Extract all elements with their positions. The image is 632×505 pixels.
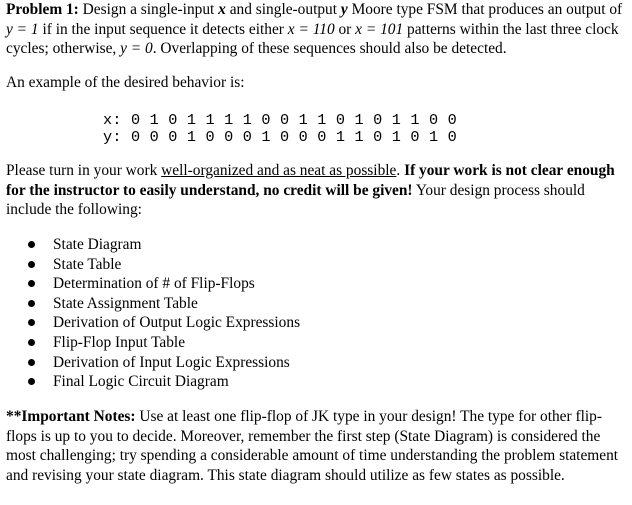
example-intro: An example of the desired behavior is:: [6, 74, 245, 91]
x-sequence-label: x:: [103, 111, 122, 129]
list-item-label: State Assignment Table: [53, 294, 198, 312]
y-sequence-row: [103, 128, 457, 146]
list-item: [0, 294, 300, 314]
bullet-icon: [28, 280, 35, 287]
problem-text-2: and single-output: [225, 1, 341, 18]
turn-in-text-3: Your design process should include the following:: [6, 181, 585, 219]
turn-in-instructions: [6, 161, 626, 220]
problem-text-4: if in the input sequence it detects either: [38, 20, 288, 38]
notes-text: Use at least one flip-flop of JK type in your design! The type for other flip-flops is up to you to decide. Moreover, remember the first step (State Diagram) is considered the most challenging; try spending a considerable amount of time understanding the problem statement and revising your state diagram. This state diagram should utilize as few states as possible.: [6, 408, 619, 484]
equation-x-101: x = 101: [355, 20, 404, 38]
list-item: [0, 313, 300, 333]
problem-text-6: patterns within the last three clock cycles; otherwise,: [6, 20, 619, 58]
turn-in-text-1: Please turn in your work: [6, 162, 162, 179]
list-item-label: Determination of # of Flip-Flops: [53, 275, 255, 293]
list-item-label: Derivation of Input Logic Expressions: [53, 353, 290, 371]
bullet-icon: [28, 261, 35, 268]
notes-label: **Important Notes:: [6, 408, 136, 425]
list-item-label: State Diagram: [53, 236, 142, 253]
bullet-icon: [28, 359, 35, 366]
list-item-label: Derivation of Output Logic Expressions: [53, 314, 301, 332]
equation-y-equals-0: y = 0: [120, 40, 153, 58]
list-item: [0, 235, 300, 255]
list-item: [0, 353, 300, 373]
bullet-icon: [28, 241, 35, 248]
problem-text-3: Moore type FSM that produces an output of: [347, 1, 623, 18]
turn-in-warning: If your work is not clear enough for the instructor to easily understand, no credit will be given!: [6, 162, 615, 199]
x-sequence-values: 0 1 0 1 1 1 1 0 0 1 1 0 1 0 1 1 0 0: [130, 111, 457, 129]
bullet-icon: [28, 319, 35, 326]
y-sequence-label: y:: [103, 128, 122, 146]
problem-text-7: . Overlapping of these sequences should also be detected.: [152, 40, 507, 58]
input-variable-x: x: [218, 1, 226, 18]
list-item-label: Final Logic Circuit Diagram: [53, 373, 229, 391]
list-item-label: Flip-Flop Input Table: [53, 333, 186, 351]
problem-text-1: Design a single-input: [78, 1, 219, 18]
bullet-icon: [28, 339, 35, 346]
design-process-list: [0, 235, 300, 392]
x-sequence-row: [103, 111, 457, 129]
list-item: [0, 333, 300, 353]
problem-label: Problem 1:: [6, 1, 79, 18]
important-notes: [6, 407, 626, 485]
turn-in-underlined: well-organized and as neat as possible: [161, 162, 397, 179]
bullet-icon: [28, 378, 35, 385]
problem-statement: [6, 0, 626, 59]
bullet-icon: [28, 300, 35, 307]
list-item: [0, 274, 300, 294]
list-item: [0, 372, 300, 392]
problem-text-5: or: [334, 20, 356, 38]
y-sequence-values: 0 0 0 1 0 0 0 1 0 0 0 1 1 0 1 0 1 0: [130, 128, 457, 146]
list-item-label: State Table: [53, 255, 122, 273]
list-item: [0, 255, 300, 275]
turn-in-text-2: .: [396, 162, 405, 179]
equation-y-equals-1: y = 1: [6, 20, 39, 38]
equation-x-110: x = 110: [287, 20, 335, 38]
output-variable-y: y: [340, 1, 348, 18]
